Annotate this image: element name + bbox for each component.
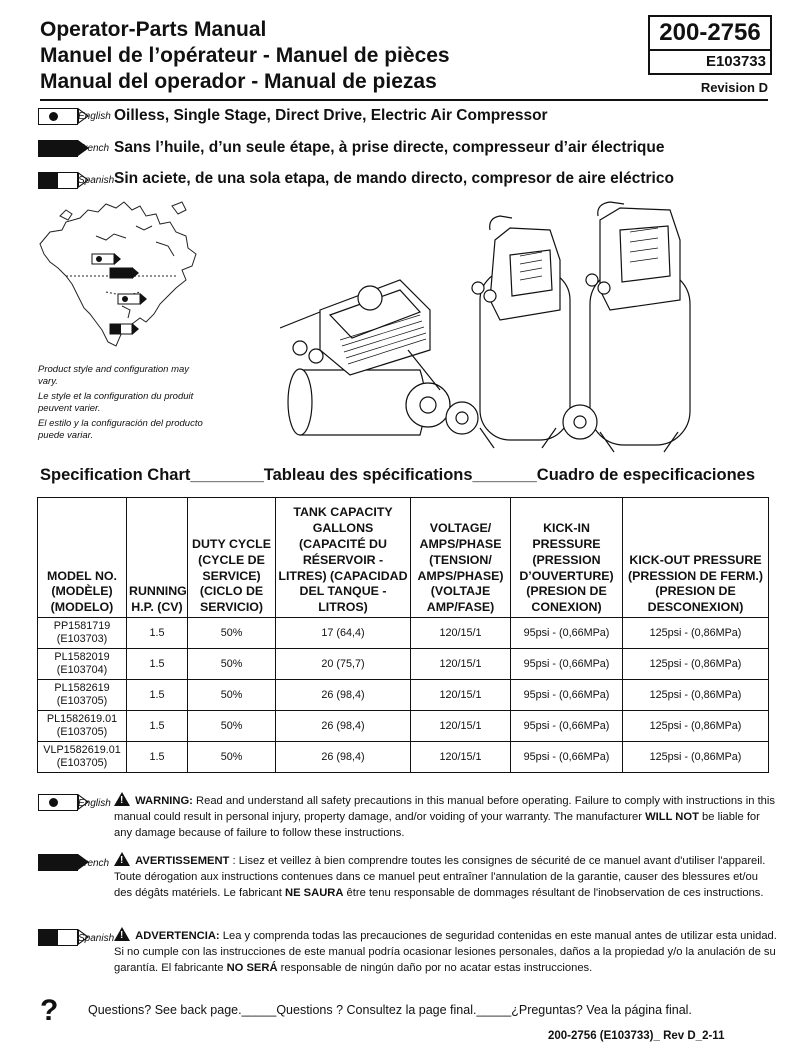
kick-out-cell: 125psi - (0,86MPa) (623, 649, 769, 680)
hp-cell: 1.5 (127, 711, 188, 742)
duty-cell: 50% (188, 649, 276, 680)
warning-english: English ! WARNING: Read and understand all safety precautions in this manual before operating. Failure to comply with instructions in this manual could result in personal injury, property damage, and/or voiding of your warranty. The manufacturer WILL NOT be liable for any damage because of failure to follow these instructions. (38, 792, 778, 841)
revision-label: Revision D (700, 80, 768, 95)
kick-in-cell: 95psi - (0,66MPa) (511, 680, 623, 711)
column-header-tank-capacity: TANK CAPACITY GALLONS (CAPACITÉ DU RÉSERVOIR - LITRES) (CAPACIDAD DEL TANQUE - LITROS) (276, 498, 411, 618)
document-number: 200-2756 (659, 19, 761, 46)
table-row (38, 649, 769, 680)
kick-out-cell: 125psi - (0,86MPa) (623, 680, 769, 711)
north-america-map-illustration (36, 196, 211, 356)
voltage-cell: 120/15/1 (411, 649, 511, 680)
hp-cell: 1.5 (127, 680, 188, 711)
kick-out-cell: 125psi - (0,86MPa) (623, 618, 769, 649)
specification-table (37, 497, 769, 773)
warning-triangle-icon (114, 927, 130, 941)
spanish-flag-icon (38, 929, 78, 946)
kick-out-cell: 125psi - (0,86MPa) (623, 711, 769, 742)
voltage-cell: 120/15/1 (411, 680, 511, 711)
hp-cell: 1.5 (127, 742, 188, 773)
duty-cell: 50% (188, 742, 276, 773)
air-compressor-illustrations (280, 200, 770, 455)
tank-cell: 26 (98,4) (276, 742, 411, 773)
french-flag-icon (38, 854, 78, 871)
document-code: E103733 (650, 49, 770, 73)
duty-cell: 50% (188, 711, 276, 742)
french-flag-icon (38, 140, 78, 157)
column-header-running-hp: RUNNING H.P. (CV) (127, 498, 188, 618)
question-mark-icon: ? (40, 994, 59, 1027)
kick-in-cell: 95psi - (0,66MPa) (511, 711, 623, 742)
voltage-cell: 120/15/1 (411, 618, 511, 649)
tank-cell: 17 (64,4) (276, 618, 411, 649)
spanish-flag-icon (38, 172, 78, 189)
english-flag-icon (38, 108, 78, 125)
table-row (38, 742, 769, 773)
model-cell: PP1581719 (E103703) (38, 618, 127, 649)
subtitle-spanish: Sin aciete, de una sola etapa, de mando directo, compresor de aire eléctrico (114, 170, 674, 187)
column-header-kick-in-pressure: KICK-IN PRESSURE (PRESSION D’OUVERTURE) (PRESION DE CONEXION) (511, 498, 623, 618)
spanish-label: Spanish (78, 175, 115, 186)
hp-cell: 1.5 (127, 618, 188, 649)
warning-french: French ! AVERTISSEMENT : Lisez et veillez à bien comprendre toutes les consignes de sécurité de ce manuel avant d'utiliser l'appareil. Toute dérogation aux instructions contenues dans ce manuel peut entraîner l'annulation de la garantie, causer des blessures et/ou des dégâts matériels. Le fabricant NE SAURA être tenu responsable de dommages résultant de l'inobservation de ces instructions. (38, 852, 778, 901)
column-header-kick-out-pressure: KICK-OUT PRESSURE (PRESSION DE FERM.) (PRESION DE DESCONEXION) (623, 498, 769, 618)
duty-cell: 50% (188, 680, 276, 711)
column-header-voltage: VOLTAGE/ AMPS/PHASE (TENSION/ AMPS/PHASE) (VOLTAJE AMP/FASE) (411, 498, 511, 618)
english-label: English (78, 798, 111, 809)
title-english: Operator-Parts Manual (40, 18, 267, 41)
model-cell: PL1582619.01 (E103705) (38, 711, 127, 742)
model-cell: PL1582619 (E103705) (38, 680, 127, 711)
voltage-cell: 120/15/1 (411, 711, 511, 742)
kick-in-cell: 95psi - (0,66MPa) (511, 618, 623, 649)
column-header-model: MODEL NO. (MODÈLE) (MODELO) (38, 498, 127, 618)
document-number-box (648, 15, 772, 75)
spanish-label: Spanish (78, 933, 115, 944)
hp-cell: 1.5 (127, 649, 188, 680)
note-spanish: El estilo y la configuración del producto puede variar. (38, 418, 203, 441)
title-spanish: Manual del operador - Manual de piezas (40, 70, 437, 93)
table-header-row (38, 498, 769, 618)
english-flag-icon (38, 794, 78, 811)
note-french: Le style et la configuration du produit peuvent varier. (38, 391, 194, 414)
questions-line: Questions? See back page._____Questions ? Consultez la page final._____¿Preguntas? Vea la página final. (88, 1003, 692, 1017)
kick-in-cell: 95psi - (0,66MPa) (511, 742, 623, 773)
voltage-cell: 120/15/1 (411, 742, 511, 773)
subtitle-french: Sans l’huile, d’un seule étape, à prise directe, compresseur d’air électrique (114, 139, 665, 156)
table-row (38, 680, 769, 711)
tank-cell: 20 (75,7) (276, 649, 411, 680)
column-header-duty-cycle: DUTY CYCLE (CYCLE DE SERVICE) (CICLO DE SERVICIO) (188, 498, 276, 618)
table-row (38, 618, 769, 649)
header-rule (40, 99, 768, 101)
note-english: Product style and configuration may vary. (38, 364, 190, 387)
kick-out-cell: 125psi - (0,86MPa) (623, 742, 769, 773)
french-label: French (78, 143, 110, 154)
subtitle-english: Oilless, Single Stage, Direct Drive, Electric Air Compressor (114, 107, 548, 124)
tank-cell: 26 (98,4) (276, 711, 411, 742)
title-french: Manuel de l’opérateur - Manuel de pièces (40, 44, 450, 67)
model-cell: VLP1582619.01 (E103705) (38, 742, 127, 773)
warning-spanish: Spanish ! ADVERTENCIA: Lea y comprenda todas las precauciones de seguridad contenidas en este manual antes de utilizar esta unidad. Si no cumple con las instrucciones de este manual podría ocasionar lesiones personales, daños a la propiedad y/o la anulación de su garantía. El fabricante NO SERÁ responsable de ningún daño por no acatar estas instrucciones. (38, 927, 778, 976)
table-row (38, 711, 769, 742)
warning-triangle-icon (114, 792, 130, 806)
english-label: English (78, 111, 111, 122)
specification-chart-title: Specification Chart________Tableau des spécifications_______Cuadro de especificaciones (40, 466, 756, 484)
duty-cell: 50% (188, 618, 276, 649)
model-cell: PL1582019 (E103704) (38, 649, 127, 680)
warning-triangle-icon (114, 852, 130, 866)
kick-in-cell: 95psi - (0,66MPa) (511, 649, 623, 680)
footer-document-id: 200-2756 (E103733)_ Rev D_2-11 (548, 1030, 725, 1042)
french-label: French (78, 858, 110, 869)
tank-cell: 26 (98,4) (276, 680, 411, 711)
